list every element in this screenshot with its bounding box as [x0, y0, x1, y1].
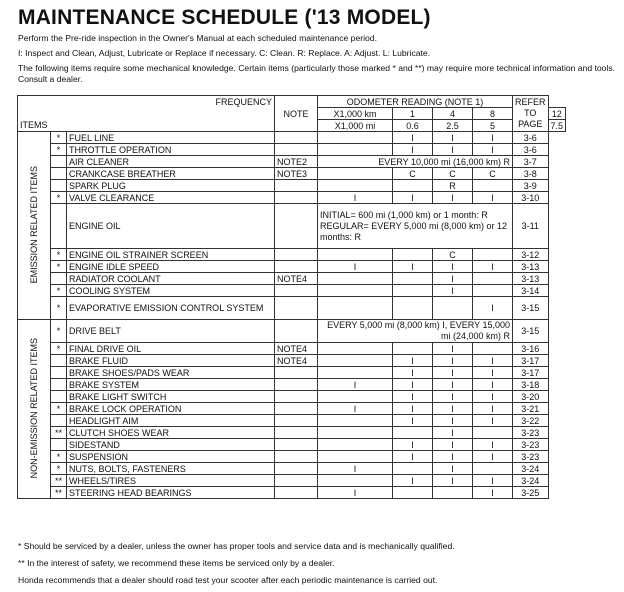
item-note — [275, 427, 318, 439]
interval-mark — [473, 249, 513, 261]
interval-mark — [393, 285, 433, 297]
item-name: SPARK PLUG — [67, 180, 275, 192]
page-title: MAINTENANCE SCHEDULE ('13 MODEL) — [18, 6, 431, 29]
interval-mark: I — [393, 144, 433, 156]
interval-mark — [318, 132, 393, 144]
interval-mark: I — [393, 415, 433, 427]
page-ref: 3-24 — [513, 475, 549, 487]
page-ref: 3-18 — [513, 379, 549, 391]
dealer-mark — [51, 156, 67, 168]
interval-mark — [473, 427, 513, 439]
interval-mark: I — [473, 355, 513, 367]
dealer-mark: ** — [51, 487, 67, 499]
interval-mark — [318, 343, 393, 355]
interval-mark — [318, 367, 393, 379]
interval-mark: I — [433, 451, 473, 463]
page-ref: 3-6 — [513, 144, 549, 156]
interval-mark — [318, 273, 393, 285]
dealer-mark: * — [51, 132, 67, 144]
footnote-road-test: Honda recommends that a dealer should road test your scooter after each periodic maintenance is carried out. — [18, 575, 438, 585]
page-ref: 3-14 — [513, 285, 549, 297]
interval-mark — [473, 463, 513, 475]
mi-col-3: 5 — [473, 120, 513, 132]
page-ref: 3-11 — [513, 204, 549, 249]
maintenance-schedule-table — [17, 95, 566, 499]
interval-mark: I — [433, 144, 473, 156]
item-name: FUEL LINE — [67, 132, 275, 144]
item-note — [275, 487, 318, 499]
item-name: SIDESTAND — [67, 439, 275, 451]
interval-mark: I — [473, 192, 513, 204]
interval-mark: I — [318, 487, 393, 499]
item-note — [275, 320, 318, 343]
item-note: NOTE4 — [275, 343, 318, 355]
interval-mark: I — [393, 475, 433, 487]
page-ref: 3-12 — [513, 249, 549, 261]
dealer-mark: * — [51, 343, 67, 355]
interval-mark — [318, 475, 393, 487]
mi-unit-label: X1,000 mi — [318, 120, 393, 132]
group-label: EMISSION RELATED ITEMS — [29, 165, 39, 284]
interval-mark — [393, 487, 433, 499]
dealer-mark — [51, 273, 67, 285]
intro-line-3: The following items require some mechanical knowledge. Certain items (particularly those marked * and **) may require more technical information and tools. Consult a dealer. — [18, 63, 616, 84]
schedule-row — [18, 132, 566, 144]
footnote-double-asterisk: ** In the interest of safety, we recommend these items be serviced only by a dealer. — [18, 558, 335, 568]
dealer-mark: * — [51, 463, 67, 475]
item-name: BRAKE LOCK OPERATION — [67, 403, 275, 415]
schedule-row — [18, 451, 566, 463]
schedule-row — [18, 156, 566, 168]
interval-mark: I — [318, 261, 393, 273]
interval-mark — [318, 439, 393, 451]
interval-mark: I — [433, 475, 473, 487]
footnote-single-asterisk: * Should be serviced by a dealer, unless the owner has proper tools and service data and is mechanically qualified. — [18, 541, 455, 551]
item-note: NOTE2 — [275, 156, 318, 168]
schedule-row — [18, 297, 566, 320]
interval-mark: C — [393, 168, 433, 180]
interval-mark — [473, 180, 513, 192]
interval-mark: C — [433, 249, 473, 261]
dealer-mark — [51, 355, 67, 367]
dealer-mark: * — [51, 192, 67, 204]
km-col-2: 4 — [433, 108, 473, 120]
item-name: ENGINE IDLE SPEED — [67, 261, 275, 273]
item-note: NOTE4 — [275, 273, 318, 285]
dealer-mark: * — [51, 297, 67, 320]
page-ref: 3-7 — [513, 156, 549, 168]
page-ref: 3-9 — [513, 180, 549, 192]
item-note — [275, 285, 318, 297]
item-name: RADIATOR COOLANT — [67, 273, 275, 285]
schedule-row — [18, 403, 566, 415]
interval-mark: I — [473, 144, 513, 156]
item-name: BRAKE SHOES/PADS WEAR — [67, 367, 275, 379]
page-ref: 3-16 — [513, 343, 549, 355]
dealer-mark: * — [51, 451, 67, 463]
dealer-mark: ** — [51, 427, 67, 439]
item-name: ENGINE OIL STRAINER SCREEN — [67, 249, 275, 261]
odometer-header: ODOMETER READING (NOTE 1) — [318, 96, 513, 108]
interval-mark — [318, 297, 393, 320]
refer-to-page-header: REFER TO PAGE — [513, 96, 549, 132]
interval-mark: C — [473, 168, 513, 180]
item-note — [275, 249, 318, 261]
item-name: AIR CLEANER — [67, 156, 275, 168]
interval-mark: I — [473, 132, 513, 144]
interval-mark: I — [393, 403, 433, 415]
dealer-mark: * — [51, 285, 67, 297]
item-name: BRAKE LIGHT SWITCH — [67, 391, 275, 403]
interval-mark — [393, 273, 433, 285]
interval-mark: I — [393, 367, 433, 379]
interval-mark: I — [433, 132, 473, 144]
item-name: FINAL DRIVE OIL — [67, 343, 275, 355]
item-note — [275, 261, 318, 273]
item-note — [275, 180, 318, 192]
schedule-row — [18, 261, 566, 273]
interval-mark: I — [433, 343, 473, 355]
item-note — [275, 204, 318, 249]
km-unit-label: X1,000 km — [318, 108, 393, 120]
schedule-row — [18, 204, 566, 249]
header-spacer — [18, 108, 275, 120]
item-name: STEERING HEAD BEARINGS — [67, 487, 275, 499]
schedule-row — [18, 285, 566, 297]
interval-mark: I — [473, 415, 513, 427]
page-ref: 3-23 — [513, 451, 549, 463]
item-name: SUSPENSION — [67, 451, 275, 463]
items-header: ITEMS — [18, 120, 275, 132]
schedule-row — [18, 475, 566, 487]
interval-mark: I — [473, 487, 513, 499]
dealer-mark — [51, 180, 67, 192]
item-note: NOTE3 — [275, 168, 318, 180]
interval-mark: I — [433, 355, 473, 367]
item-note — [275, 132, 318, 144]
interval-mark: I — [473, 297, 513, 320]
schedule-row — [18, 144, 566, 156]
interval-mark: C — [433, 168, 473, 180]
mi-col-4: 7.5 — [548, 120, 566, 132]
interval-mark — [473, 285, 513, 297]
interval-mark: I — [393, 261, 433, 273]
interval-mark — [318, 391, 393, 403]
page-ref: 3-10 — [513, 192, 549, 204]
emission-group-label — [18, 132, 51, 320]
interval-mark: I — [393, 451, 433, 463]
schedule-row — [18, 320, 566, 343]
item-name: BRAKE FLUID — [67, 355, 275, 367]
page-ref: 3-13 — [513, 261, 549, 273]
dealer-mark — [51, 379, 67, 391]
page-ref: 3-17 — [513, 367, 549, 379]
km-col-3: 8 — [473, 108, 513, 120]
item-name: THROTTLE OPERATION — [67, 144, 275, 156]
dealer-mark: * — [51, 249, 67, 261]
interval-mark: I — [393, 391, 433, 403]
interval-mark: I — [473, 403, 513, 415]
interval-mark — [318, 355, 393, 367]
interval-mark — [393, 180, 433, 192]
interval-mark: I — [433, 415, 473, 427]
item-note — [275, 403, 318, 415]
item-note — [275, 475, 318, 487]
item-name: WHEELS/TIRES — [67, 475, 275, 487]
page-ref: 3-23 — [513, 427, 549, 439]
dealer-mark: * — [51, 403, 67, 415]
interval-mark: I — [433, 439, 473, 451]
schedule-row — [18, 487, 566, 499]
schedule-row — [18, 168, 566, 180]
item-name: EVAPORATIVE EMISSION CONTROL SYSTEM — [67, 297, 275, 320]
interval-mark: I — [433, 285, 473, 297]
interval-mark: I — [393, 379, 433, 391]
dealer-mark: * — [51, 144, 67, 156]
interval-mark: I — [433, 391, 473, 403]
interval-mark — [318, 285, 393, 297]
item-note — [275, 192, 318, 204]
item-note — [275, 297, 318, 320]
non-emission-group-label — [18, 320, 51, 499]
page-ref: 3-8 — [513, 168, 549, 180]
item-name: DRIVE BELT — [67, 320, 275, 343]
interval-mark: I — [473, 475, 513, 487]
schedule-row — [18, 343, 566, 355]
item-note — [275, 451, 318, 463]
dealer-mark: * — [51, 320, 67, 343]
interval-mark: I — [433, 463, 473, 475]
interval-mark: I — [393, 439, 433, 451]
interval-mark: I — [473, 367, 513, 379]
page-ref: 3-23 — [513, 439, 549, 451]
interval-mark: I — [318, 403, 393, 415]
dealer-mark — [51, 204, 67, 249]
dealer-mark: ** — [51, 475, 67, 487]
interval-mark: I — [473, 261, 513, 273]
item-note: NOTE4 — [275, 355, 318, 367]
schedule-row — [18, 249, 566, 261]
interval-mark — [393, 427, 433, 439]
schedule-row — [18, 355, 566, 367]
item-name: HEADLIGHT AIM — [67, 415, 275, 427]
schedule-row — [18, 463, 566, 475]
schedule-row — [18, 391, 566, 403]
interval-mark — [473, 343, 513, 355]
intro-line-2: I: Inspect and Clean, Adjust, Lubricate or Replace if necessary. C: Clean. R: Replace. A: Adjust. L: Lubricate. — [18, 48, 431, 58]
interval-mark — [318, 180, 393, 192]
interval-mark: I — [473, 451, 513, 463]
interval-mark: I — [473, 391, 513, 403]
item-name: CRANKCASE BREATHER — [67, 168, 275, 180]
item-name: VALVE CLEARANCE — [67, 192, 275, 204]
page-ref: 3-24 — [513, 463, 549, 475]
interval-mark — [473, 273, 513, 285]
km-col-4: 12 — [548, 108, 566, 120]
interval-text: INITIAL= 600 mi (1,000 km) or 1 month: R REGULAR= EVERY 5,000 mi (8,000 km) or 12 months: R — [318, 204, 513, 249]
km-col-1: 1 — [393, 108, 433, 120]
item-name: ENGINE OIL — [67, 204, 275, 249]
interval-mark — [393, 249, 433, 261]
interval-mark: I — [393, 132, 433, 144]
mi-col-2: 2.5 — [433, 120, 473, 132]
dealer-mark: * — [51, 261, 67, 273]
item-name: CLUTCH SHOES WEAR — [67, 427, 275, 439]
interval-mark: I — [433, 379, 473, 391]
item-name: BRAKE SYSTEM — [67, 379, 275, 391]
interval-mark — [393, 463, 433, 475]
page-ref: 3-20 — [513, 391, 549, 403]
interval-mark: I — [433, 273, 473, 285]
interval-mark: I — [433, 192, 473, 204]
interval-mark: I — [473, 439, 513, 451]
item-name: NUTS, BOLTS, FASTENERS — [67, 463, 275, 475]
page-ref: 3-15 — [513, 297, 549, 320]
interval-text: EVERY 5,000 mi (8,000 km) I, EVERY 15,000 mi (24,000 km) R — [318, 320, 513, 343]
page-ref: 3-13 — [513, 273, 549, 285]
dealer-mark — [51, 367, 67, 379]
page-ref: 3-21 — [513, 403, 549, 415]
dealer-mark — [51, 168, 67, 180]
interval-mark: I — [318, 192, 393, 204]
group-label: NON-EMISSION RELATED ITEMS — [29, 337, 39, 479]
interval-mark — [393, 343, 433, 355]
schedule-row — [18, 379, 566, 391]
page-ref: 3-25 — [513, 487, 549, 499]
item-note — [275, 379, 318, 391]
schedule-row — [18, 273, 566, 285]
page-ref: 3-17 — [513, 355, 549, 367]
note-header: NOTE — [275, 96, 318, 132]
schedule-row — [18, 367, 566, 379]
item-note — [275, 367, 318, 379]
page-ref: 3-22 — [513, 415, 549, 427]
interval-mark — [318, 415, 393, 427]
intro-line-1: Perform the Pre-ride inspection in the Owner's Manual at each scheduled maintenance period. — [18, 33, 377, 43]
interval-mark: I — [318, 379, 393, 391]
interval-mark — [433, 487, 473, 499]
interval-mark: I — [433, 367, 473, 379]
schedule-row — [18, 192, 566, 204]
item-note — [275, 463, 318, 475]
item-note — [275, 144, 318, 156]
interval-mark: I — [393, 192, 433, 204]
interval-mark — [318, 168, 393, 180]
interval-mark — [318, 249, 393, 261]
interval-mark: I — [433, 403, 473, 415]
dealer-mark — [51, 415, 67, 427]
page-ref: 3-6 — [513, 132, 549, 144]
interval-mark — [318, 451, 393, 463]
schedule-row — [18, 427, 566, 439]
item-note — [275, 415, 318, 427]
interval-mark: I — [318, 463, 393, 475]
frequency-header: FREQUENCY — [18, 96, 275, 108]
interval-mark: I — [473, 379, 513, 391]
interval-text: EVERY 10,000 mi (16,000 km) R — [318, 156, 513, 168]
interval-mark — [318, 427, 393, 439]
schedule-row — [18, 439, 566, 451]
dealer-mark — [51, 391, 67, 403]
dealer-mark — [51, 439, 67, 451]
interval-mark: I — [433, 427, 473, 439]
interval-mark — [318, 144, 393, 156]
page-ref: 3-15 — [513, 320, 549, 343]
mi-col-1: 0.6 — [393, 120, 433, 132]
interval-mark — [433, 297, 473, 320]
interval-mark: I — [393, 355, 433, 367]
schedule-row — [18, 415, 566, 427]
item-note — [275, 439, 318, 451]
interval-mark — [393, 297, 433, 320]
item-note — [275, 391, 318, 403]
schedule-row — [18, 180, 566, 192]
interval-mark: I — [433, 261, 473, 273]
interval-mark: R — [433, 180, 473, 192]
item-name: COOLING SYSTEM — [67, 285, 275, 297]
